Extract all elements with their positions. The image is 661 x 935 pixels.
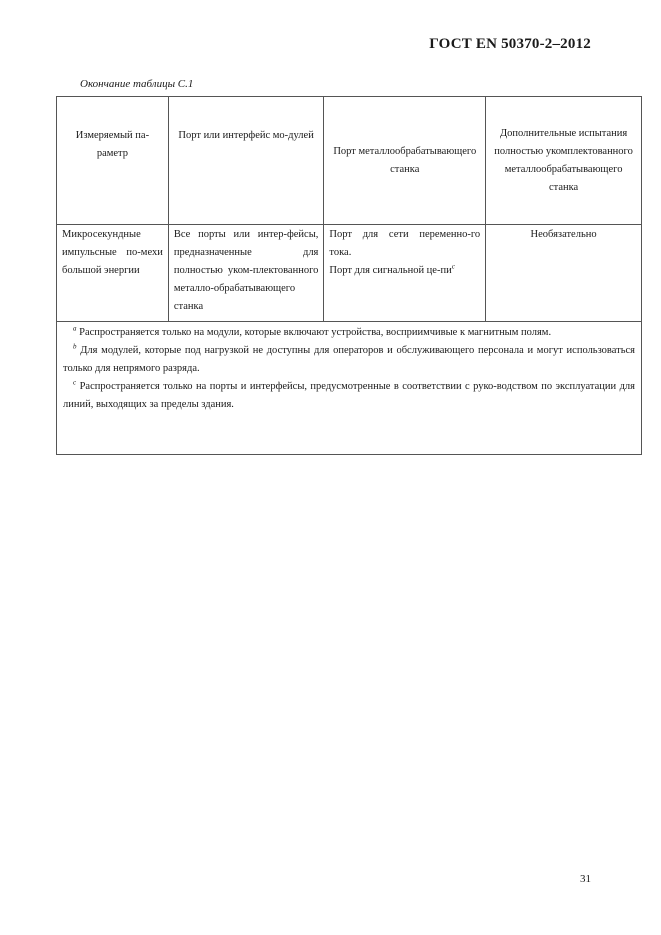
note-b (63, 342, 635, 378)
note-b-text: Для модулей, которые под нагрузкой не доступны для операторов и обслуживающего персонала и могут использоваться только для непрямого разряда. (63, 345, 636, 374)
machine-port-signal-text: Порт для сигнальной це-пи (329, 265, 452, 276)
note-c (63, 378, 635, 414)
cell-module-port: Все порты или интер-фейсы, предназначенные для полностью уком-плектованного металло-обрабатывающего станка (168, 225, 324, 322)
cell-parameter: Микросекундные импульсные по-мехи большой энергии (57, 225, 169, 322)
table-notes (57, 322, 642, 455)
table-notes-row (57, 322, 642, 455)
column-header-additional-tests: Дополнительные испытания полностью укомплектованного металлообрабатывающего станка (486, 97, 642, 225)
note-b-mark: b (73, 342, 77, 351)
note-a-mark: a (73, 324, 77, 333)
table-caption: Окончание таблицы С.1 (80, 78, 194, 90)
column-header-parameter: Измеряемый па-раметр (57, 97, 169, 225)
footnote-mark-c: c (451, 262, 455, 271)
machine-port-signal (329, 262, 480, 280)
machine-port-ac: Порт для сети переменно-го тока. (329, 229, 481, 258)
document-code: ГОСТ EN 50370-2–2012 (429, 36, 591, 52)
note-a-text: Распространяется только на модули, которые включают устройства, восприимчивые к магнитным полям. (79, 327, 552, 338)
note-a (63, 324, 635, 342)
cell-additional-tests: Необязательно (486, 225, 642, 322)
column-header-module-port: Порт или интерфейс мо-дулей (168, 97, 324, 225)
table-c1 (56, 96, 642, 455)
note-c-text: Распространяется только на порты и интерфейсы, предусмотренные в соответствии с руко-водством по эксплуатации для линий, выходящих за пределы здания. (63, 381, 636, 410)
column-header-machine-port: Порт металлообрабатывающего станка (324, 97, 486, 225)
cell-machine-port (324, 225, 486, 322)
table-header-row (57, 97, 642, 225)
note-c-mark: c (73, 378, 77, 387)
table-row (57, 225, 642, 322)
page-number: 31 (580, 873, 591, 885)
